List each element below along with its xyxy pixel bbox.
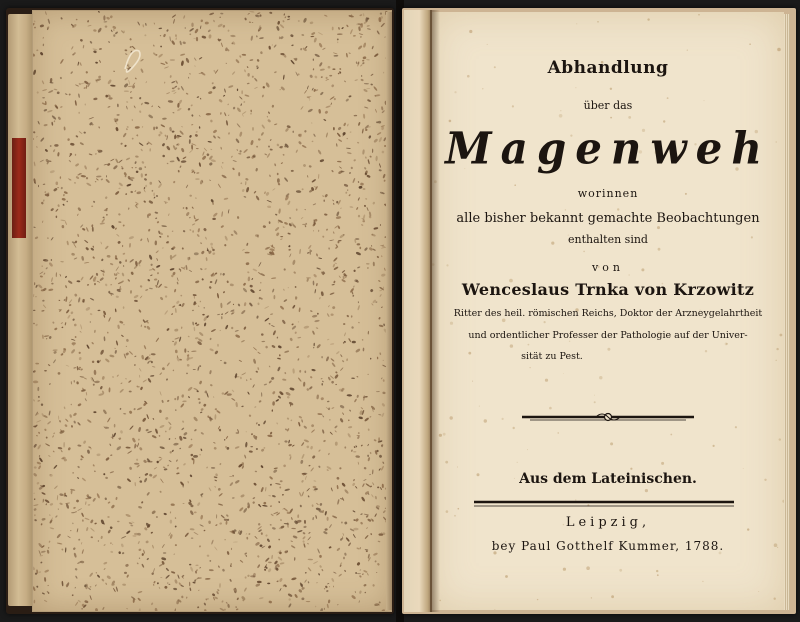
speckled-cover-board xyxy=(32,10,392,612)
title-line-beobachtungen: alle bisher bekannt gemachte Beobachtungen xyxy=(456,211,760,226)
spine-label xyxy=(12,138,26,238)
title-line-abhandlung: Abhandlung xyxy=(547,58,669,78)
speckle-pattern xyxy=(33,11,391,611)
author-rank-line-2: und ordentlicher Professer der Pathologie auf der Univer- xyxy=(468,330,748,341)
author-name: Wenceslaus Trnka von Krzowitz xyxy=(461,280,755,299)
translation-note: Aus dem Lateinischen. xyxy=(519,471,697,487)
book-spine xyxy=(8,14,34,606)
author-rank-line-3: sität zu Pest. xyxy=(521,351,583,362)
title-line-von: von xyxy=(592,261,624,274)
main-title: Magenweh xyxy=(445,122,771,175)
double-rule xyxy=(474,500,734,508)
author-rank-line-1: Ritter des heil. römischen Reichs, Doktor der Arzneygelahrtheit xyxy=(453,308,763,319)
title-line-ueber-das: über das xyxy=(583,99,633,112)
title-page xyxy=(432,12,784,610)
title-line-worinnen: worinnen xyxy=(577,187,639,200)
title-line-enthalten: enthalten sind xyxy=(568,233,648,246)
gutter-shadow xyxy=(430,10,440,612)
imprint-place: Leipzig, xyxy=(565,515,651,530)
pastedown-endpaper xyxy=(404,10,432,612)
ornamental-rule xyxy=(520,410,696,424)
imprint-publisher-year: bey Paul Gotthelf Kummer, 1788. xyxy=(491,539,725,553)
cover-fore-edge xyxy=(386,12,392,610)
